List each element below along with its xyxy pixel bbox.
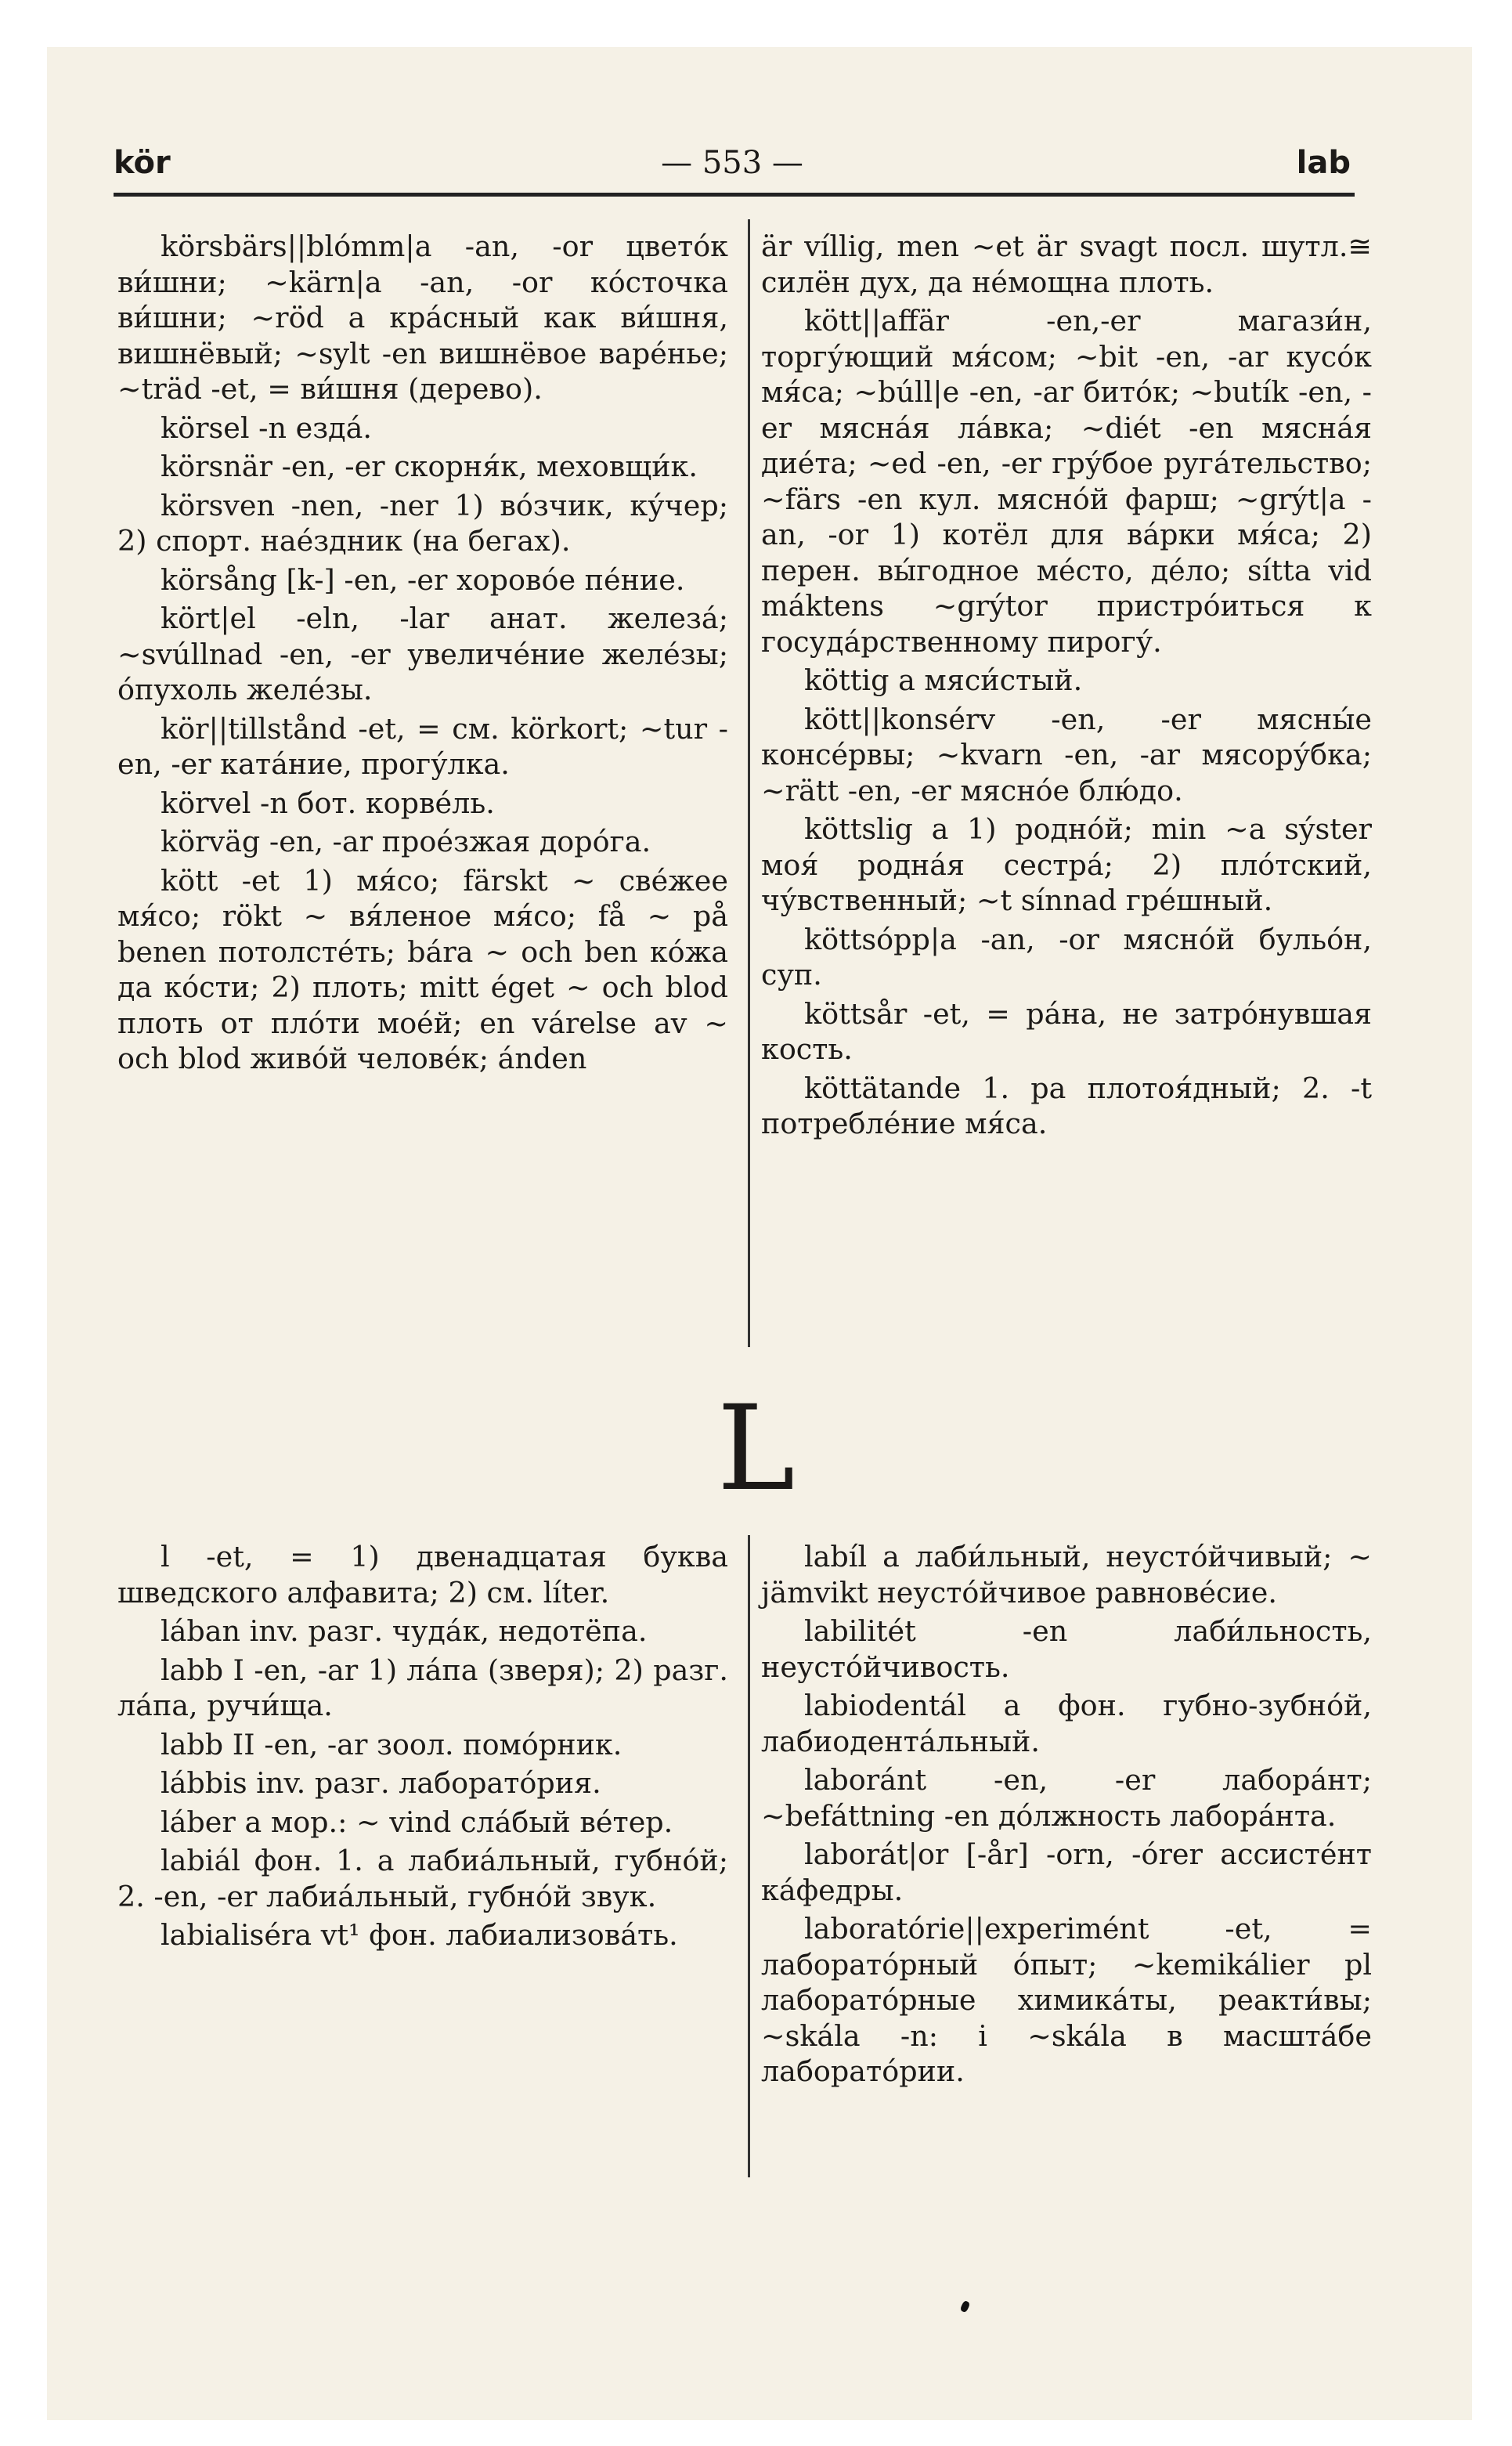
entry-kottatande: köttätande 1. pa плотоя́дный; 2. -t потребле́ние мя́са. xyxy=(761,1071,1372,1140)
entry-kottslig: köttslig a 1) родно́й; min ~a sýster моя́ родна́я сестра́; 2) пло́тский, чу́вственный; ~t sínnad гре́шный. xyxy=(761,812,1372,917)
entry-labb-1: labb I -en, -ar 1) ла́па (зверя); 2) разг. ла́па, ручи́ща. xyxy=(117,1653,728,1722)
entry-l: l -et, = 1) двенадцатая буква шведского алфавита; 2) см. líter. xyxy=(117,1540,728,1610)
column-top-right xyxy=(761,229,1372,1145)
page-number: — 553 — xyxy=(661,145,803,181)
entry-korsnar: körsnär -en, -er скорня́к, меховщи́к. xyxy=(161,450,698,483)
entry-labilitet: labilitét -en лаби́льность, неусто́йчивость. xyxy=(761,1614,1372,1684)
entry-labial: labiál фон. 1. a лабиа́льный, губно́й; 2. -en, -er лабиа́льный, губно́й звук. xyxy=(117,1844,728,1913)
entry-laboratorie: laboratórie||experimént -et, = лаборато́рный о́пыт; ~kemikálier pl лаборато́рные химика́ты, реакти́вы; ~skála -n: i ~skála в масшта́бе лаборато́рии. xyxy=(761,1912,1372,2088)
entry-korsel: körsel -n езда́. xyxy=(161,410,372,445)
column-bottom-left xyxy=(117,1539,728,1956)
entry-korsbars: körsbärs||blómm|a -an, -or цвето́к ви́шни; ~kärn|a -an, -or ко́сточка ви́шни; ~röd a кра́сный как ви́шня, вишнёвый; ~sylt -en вишнёвое варе́нье; ~träd -et, = ви́шня (дерево). xyxy=(117,229,728,406)
entry-kortel: kört|el -eln, -lar анат. железа́; ~svúllnad -en, -er увеличе́ние желе́зы; о́пухоль желе́зы. xyxy=(117,602,728,706)
entry-labbis: lábbis inv. разг. лаборато́рия. xyxy=(161,1766,601,1800)
entry-korsang: körsång [k-] -en, -er хорово́е пе́ние. xyxy=(161,562,685,597)
entry-kottsar: köttsår -et, = ра́на, не затро́нувшая кость. xyxy=(761,996,1372,1066)
header-rule xyxy=(114,193,1355,197)
entry-laborant: laboránt -en, -er лабора́нт; ~befáttning -en до́лжность лабора́нта. xyxy=(761,1763,1372,1833)
entry-kottaffar: kött||affär -en,-er магази́н, торгу́ющий мя́сом; ~bit -en, -ar кусо́к мя́са; ~búll|e -en, -ar бито́к; ~butík -en, -er мясна́я ла́вка; ~diét -en мясна́я дие́та; ~ed -en, -er гру́бое руга́тельство; ~färs -en кул. мясно́й фарш; ~grýt|a -an, -or 1) котёл для ва́рки мя́са; 2) перен. вы́годное ме́сто, де́ло; sítta vid máktens ~grýtor пристро́иться к госуда́рственному пирогу́. xyxy=(761,304,1372,659)
entry-laborator: laborát|or [-år] -orn, -órer ассисте́нт ка́федры. xyxy=(761,1837,1372,1907)
entry-kottig: köttig a мяси́стый. xyxy=(804,663,1083,697)
entry-laban: lában inv. разг. чуда́к, недотёпа. xyxy=(161,1614,648,1648)
column-bottom-right xyxy=(761,1539,1372,2093)
entry-laber: láber a мор.: ~ vind сла́бый ве́тер. xyxy=(161,1805,673,1839)
entry-labialisera: labialiséra vt¹ фон. лабиализова́ть. xyxy=(161,1918,678,1952)
header-first-word: kör xyxy=(114,145,171,181)
entry-kortillstand: kör||tillstånd -et, = см. körkort; ~tur -en, -er ката́ние, прогу́лка. xyxy=(117,711,728,781)
section-letter: L xyxy=(716,1381,796,1517)
column-divider-top xyxy=(748,219,750,1347)
column-top-left xyxy=(117,229,728,1080)
entry-korvel: körvel -n бот. корве́ль. xyxy=(161,786,495,820)
entry-labil: labíl a лаби́льный, неусто́йчивый; ~ jämvikt неусто́йчивое равнове́сие. xyxy=(761,1540,1372,1610)
entry-labiodental: labiodentál a фон. губно-зубно́й, лабиодента́льный. xyxy=(761,1689,1372,1758)
entry-kottkonserv: kött||konsérv -en, -er мясны́е консе́рвы; ~kvarn -en, -ar мясору́бка; ~rätt -en, -er мясно́е блю́до. xyxy=(761,702,1372,808)
page-header xyxy=(114,137,1351,200)
entry-korsven: körsven -nen, -ner 1) во́зчик, ку́чер; 2) спорт. нае́здник (на бегах). xyxy=(117,488,728,558)
entry-labb-2: labb II -en, -ar зоол. помо́рник. xyxy=(161,1727,622,1761)
header-last-word: lab xyxy=(1296,145,1351,181)
column-divider-bottom xyxy=(748,1535,750,2177)
entry-kott-continued: är víllig, men ~et är svagt посл. шутл.≅ силён дух, да не́мощна плоть. xyxy=(761,229,1372,299)
entry-korvag: körväg -en, -ar прое́зжая доро́га. xyxy=(161,825,651,858)
entry-kott: kött -et 1) мя́со; färskt ~ све́жее мя́со; rökt ~ вя́леное мя́со; få ~ på benen потолсте́ть; bára ~ och ben ко́жа да ко́сти; 2) плоть; mitt éget ~ och blod плоть от пло́ти мое́й; en várelse av ~ och blod живо́й челове́к; ánden xyxy=(117,863,728,1075)
entry-kottsoppa: köttsópp|a -an, -or мясно́й бульо́н, суп. xyxy=(761,922,1372,992)
